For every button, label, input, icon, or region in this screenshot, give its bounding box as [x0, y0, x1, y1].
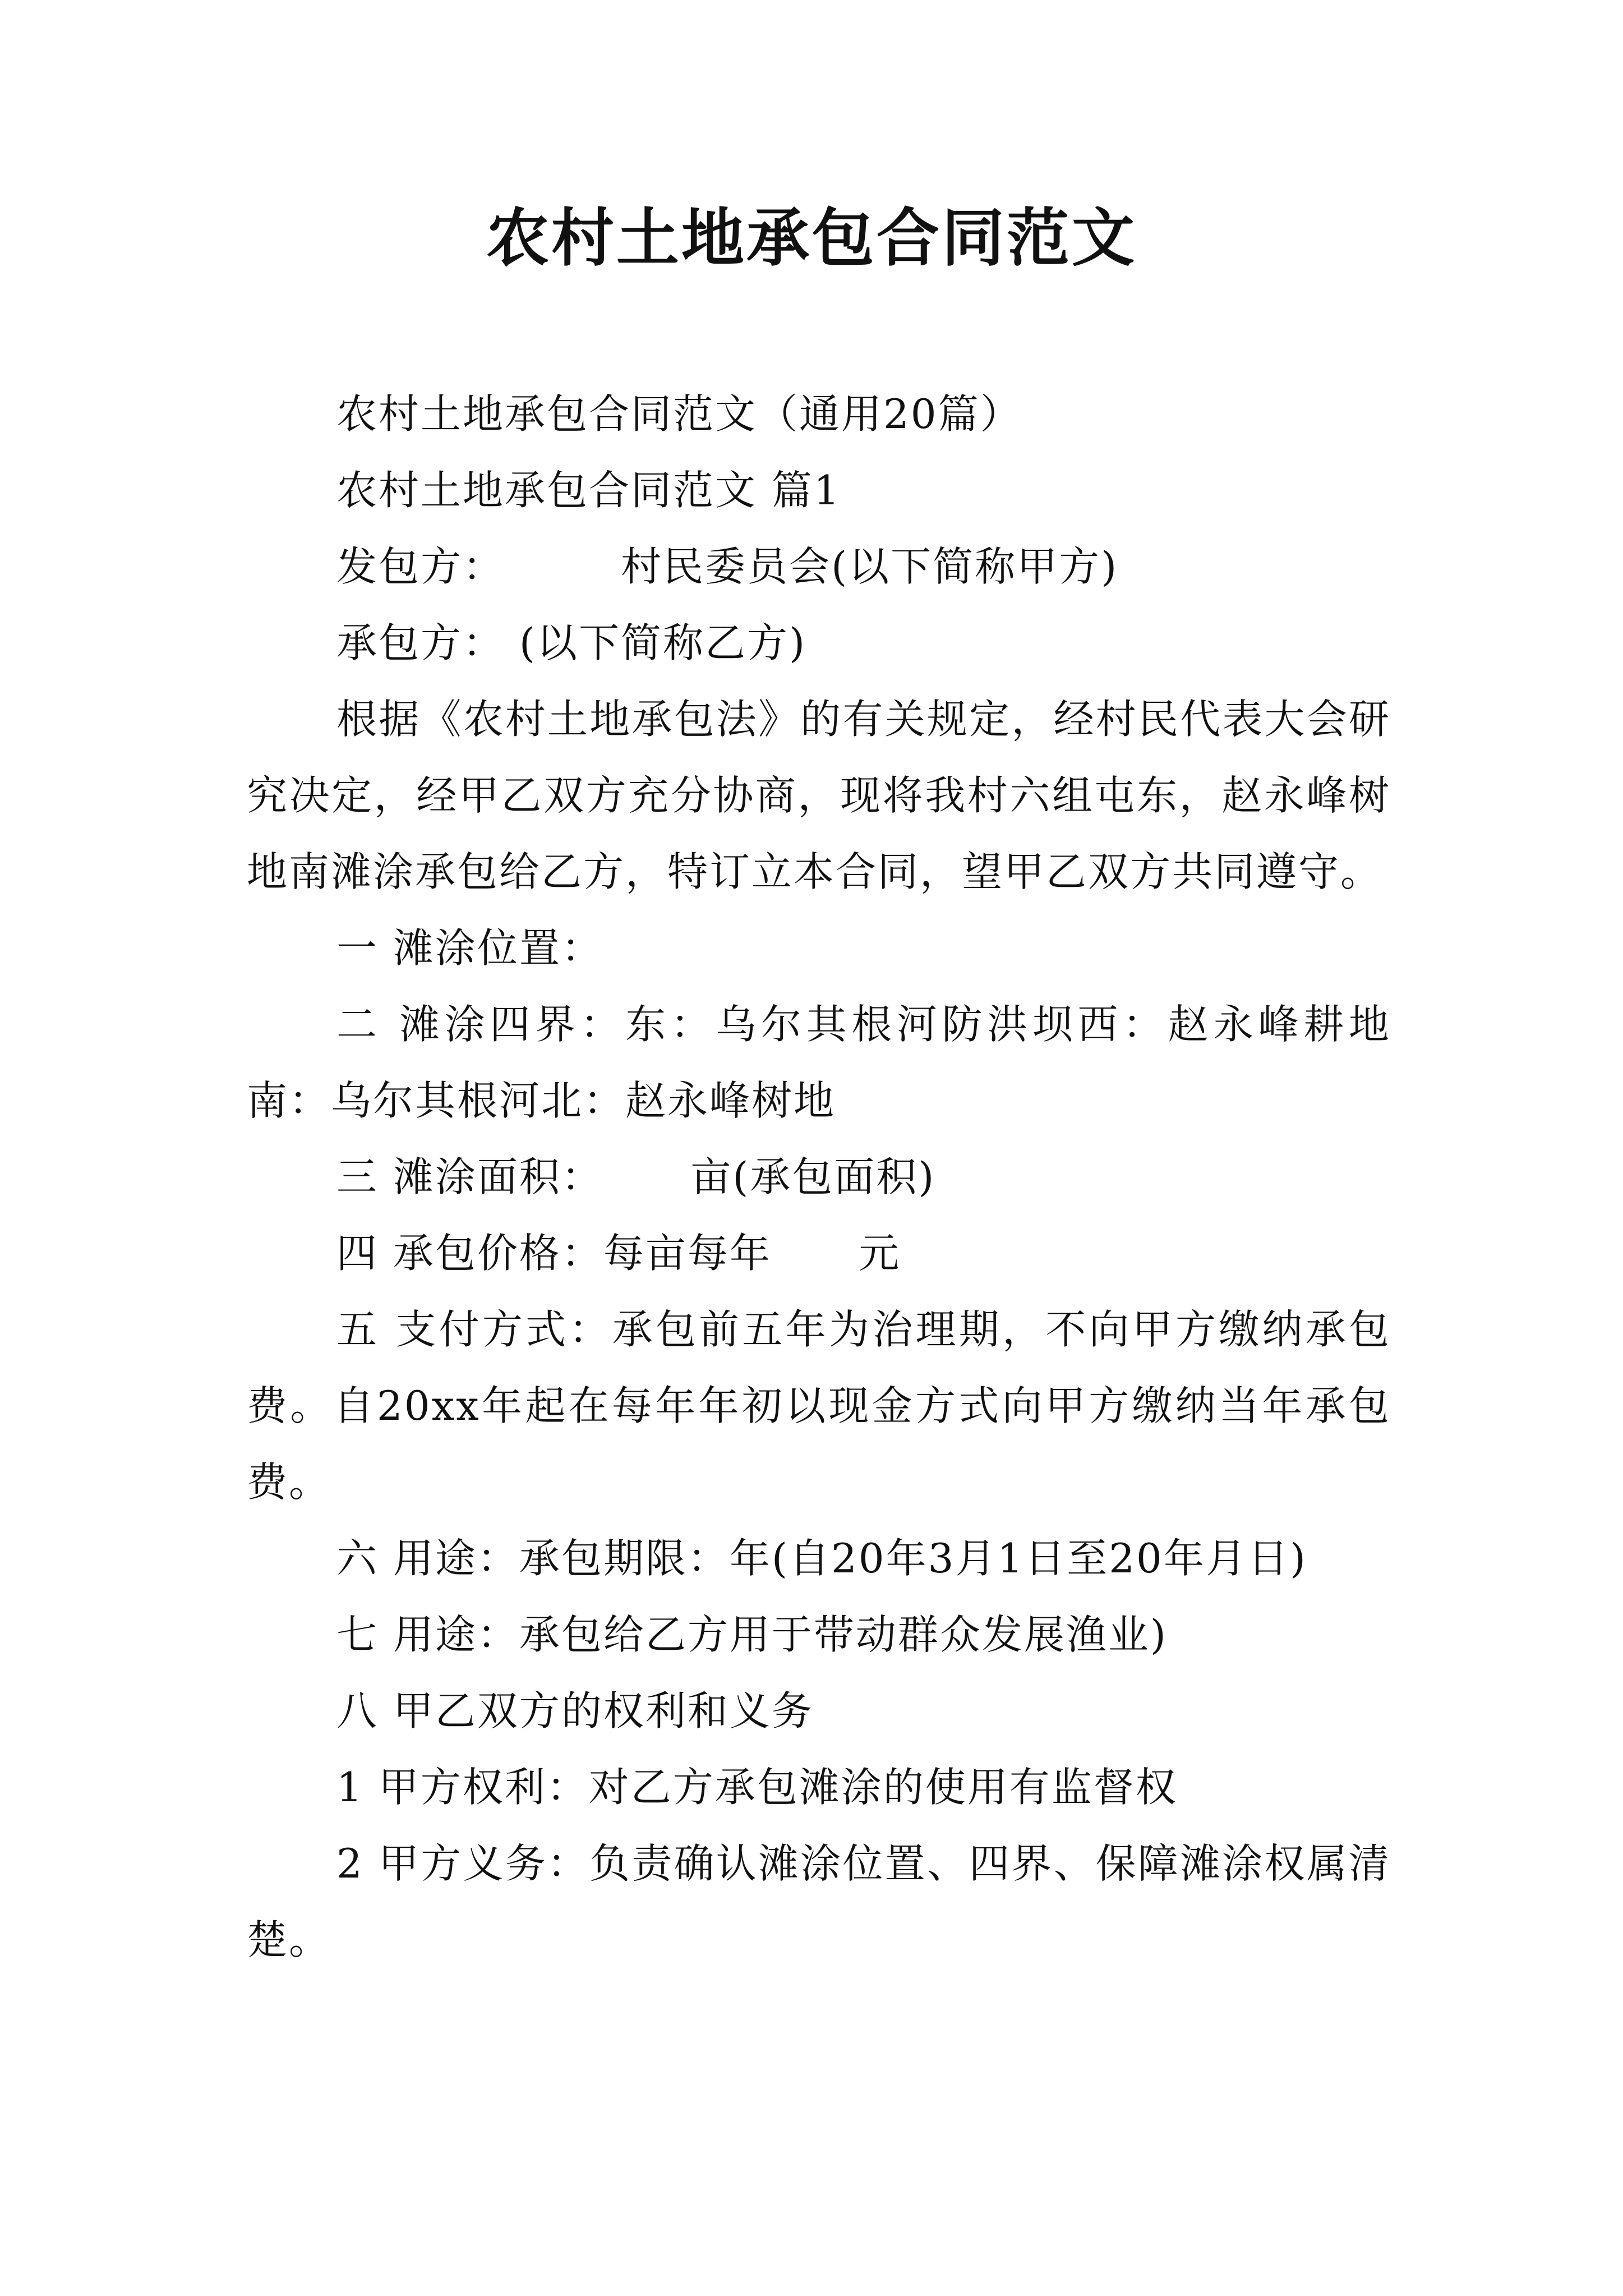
subtitle-paragraph: 农村土地承包合同范文（通用20篇）	[336, 390, 1022, 438]
section-heading: 农村土地承包合同范文 篇1	[336, 467, 841, 514]
clause-party-a-rights: 1 甲方权利：对乙方承包滩涂的使用有监督权	[336, 1764, 1178, 1811]
clause-location: 一 滩涂位置：	[336, 924, 603, 972]
clause-term: 六 用途：承包期限：年(自20年3月1日至20年月日)	[336, 1535, 1307, 1582]
employer-line: 发包方： 村民委员会(以下简称甲方)	[336, 543, 1119, 590]
clause-price: 四 承包价格：每亩每年 元	[336, 1230, 901, 1277]
clause-purpose: 七 用途：承包给乙方用于带动群众发展渔业)	[336, 1611, 1168, 1658]
contractor-line: 承包方： (以下简称乙方)	[336, 619, 807, 666]
clause-party-a-obligations: 2 甲方义务：负责确认滩涂位置、四界、保障滩涂权属清楚。	[247, 1840, 1391, 1963]
clause-boundaries: 二 滩涂四界：东：乌尔其根河防洪坝西：赵永峰耕地南：乌尔其根河北：赵永峰树地	[247, 1001, 1391, 1124]
clause-area: 三 滩涂面积： 亩(承包面积)	[336, 1153, 936, 1200]
document-body	[247, 376, 1391, 1978]
clause-rights-obligations: 八 甲乙双方的权利和义务	[336, 1687, 814, 1734]
preamble-paragraph: 根据《农村土地承包法》的有关规定，经村民代表大会研究决定，经甲乙双方充分协商，现将我村六组屯东，赵永峰树地南滩涂承包给乙方，特订立本合同，望甲乙双方共同遵守。	[247, 696, 1391, 895]
document-title: 农村土地承包合同范文	[486, 201, 1137, 275]
clause-payment: 五 支付方式：承包前五年为治理期，不向甲方缴纳承包费。自20xx年起在每年年初以现金方式向甲方缴纳当年承包费。	[247, 1306, 1391, 1506]
